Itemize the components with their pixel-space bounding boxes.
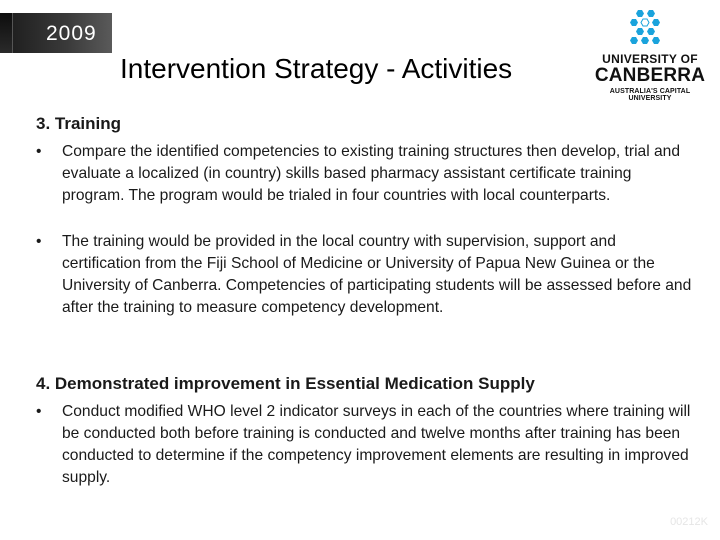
section-heading-medication-supply: 4. Demonstrated improvement in Essential Medication Supply <box>36 374 535 393</box>
logo-line-university-of: UNIVERSITY OF <box>602 52 698 66</box>
bullet-text: The training would be provided in the local country with supervision, support and certification from the Fiji School of Medicine or University of Papua New Guinea or the University of Canberra. Competencies of participating students will be assessed before and after the training to measure competency development. <box>62 233 692 316</box>
bullet-item <box>36 141 696 207</box>
university-logo <box>588 8 712 100</box>
year-label: 2009 <box>46 22 97 45</box>
logo-line-canberra: CANBERRA <box>594 65 706 86</box>
bullet-dot-icon: • <box>36 403 42 420</box>
bullet-text: Conduct modified WHO level 2 indicator surveys in each of the countries where training will be conducted both before training is conducted and twelve months after training has been conducted to determine if the competency improvement elements are resulting in improved supply. <box>62 403 691 486</box>
bullet-dot-icon: • <box>36 233 42 250</box>
bullet-item <box>36 401 696 489</box>
year-banner <box>0 13 112 53</box>
slide-title: Intervention Strategy - Activities <box>120 53 513 84</box>
year-banner-stripe <box>0 13 13 53</box>
bullet-dot-icon: • <box>36 143 42 160</box>
bullet-text: Compare the identified competencies to existing training structures then develop, trial and evaluate a localized (in country) skills based pharmacy assistant certificate training program. The program would be trialed in four countries with local counterparts. <box>62 143 681 204</box>
hexagon-cluster-icon <box>628 8 668 50</box>
slide-code: 00212K <box>670 516 708 528</box>
logo-line-tagline: AUSTRALIA'S CAPITAL UNIVERSITY <box>609 88 691 102</box>
section-heading-training: 3. Training <box>36 114 122 133</box>
bullet-item <box>36 231 696 319</box>
